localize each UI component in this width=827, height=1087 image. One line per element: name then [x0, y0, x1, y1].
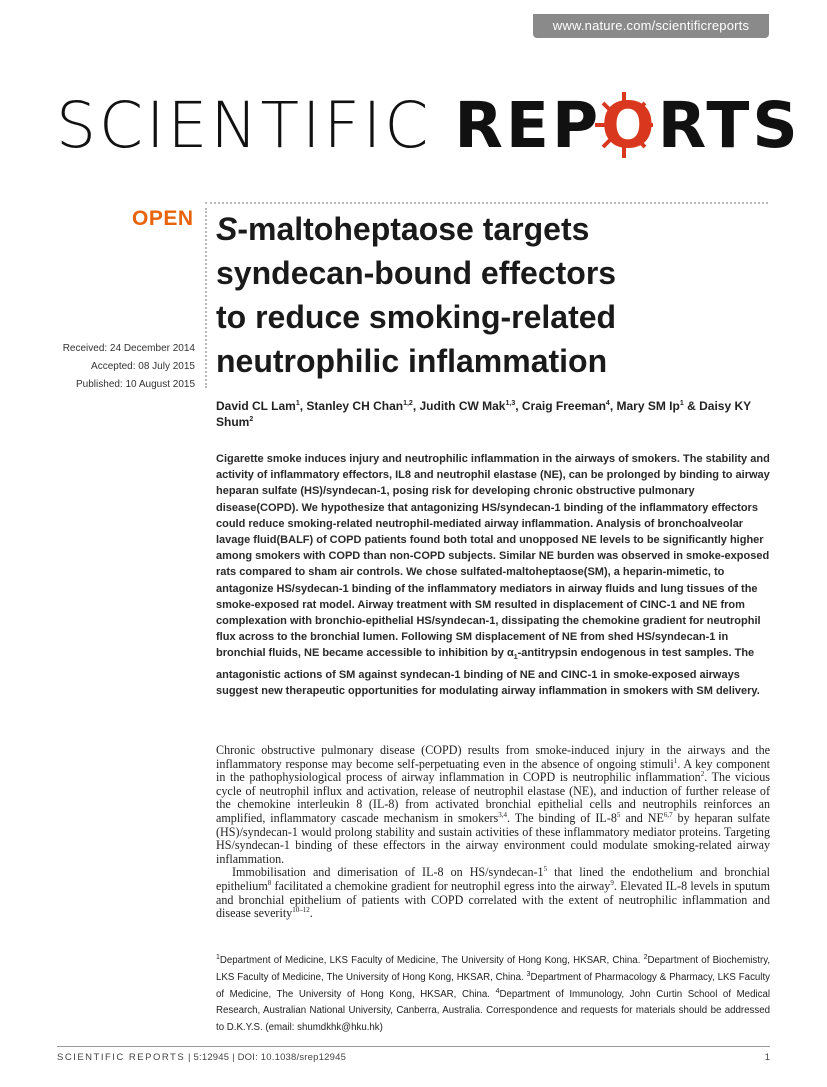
body-paragraph — [216, 866, 770, 920]
author-name[interactable]: Mary SM Ip — [616, 399, 680, 413]
citation-ref[interactable]: 8 — [267, 878, 272, 887]
footer-journal: SCIENTIFIC REPORTS — [57, 1052, 186, 1063]
body-text-run: by heparan sulfate (HS)/syndecan-1 would prolong stability and sustain activities of these inflammatory mediator proteins. Targeting HS/syndecan-1 binding of these effectors in the airway environment could modulate smoking-related airway inflammation. — [216, 810, 771, 866]
title-side-rule — [205, 208, 207, 388]
affiliation-number: 2 — [643, 953, 648, 961]
abstract-text-2: -antitrypsin endogenous in test samples. The antagonistic actions of SM against syndecan-1 binding of NE and CINC-1 in smoke-exposed airways suggest new therapeutic opportunities for modulating airway inflammation in smokers with SM delivery. — [216, 647, 760, 698]
citation-ref[interactable]: 3,4 — [498, 810, 508, 819]
logo-gear-o: O — [601, 89, 658, 162]
body-text-run: and NE — [620, 810, 664, 825]
citation-ref[interactable]: 5 — [543, 865, 548, 874]
article-title — [216, 207, 756, 383]
body-text-run: . A key component in the pathophysiological process of airway inflammation in COPD is neutrophilic inflammation — [216, 756, 770, 785]
title-line-3: to reduce smoking-related — [216, 299, 617, 335]
open-access-badge: OPEN — [132, 207, 194, 230]
author-name[interactable]: Craig Freeman — [521, 399, 606, 413]
title-line-2: syndecan-bound effectors — [216, 255, 617, 291]
body-text-run: that lined the endothelium and bronchial epithelium — [216, 865, 770, 893]
citation-ref[interactable]: 6,7 — [663, 810, 673, 819]
abstract-alpha: α — [506, 647, 514, 660]
author-affiliation-ref: 1,2 — [403, 400, 413, 407]
affiliation-number: 1 — [216, 953, 220, 961]
footer-citation — [57, 1052, 346, 1063]
author-name[interactable]: Judith CW Mak — [419, 399, 506, 413]
citation-ref[interactable]: 5 — [616, 810, 621, 819]
abstract — [216, 451, 770, 699]
title-italic-s: S — [216, 211, 238, 247]
affiliation-text: Department of Pharmacology & Pharmacy, LKS Faculty of Medicine, The University of Hong Kong, HKSAR, China. — [216, 971, 770, 1000]
title-line-1: -maltoheptaose targets — [237, 211, 590, 247]
logo-text-scientific: SCIENTIFIC — [56, 89, 455, 162]
journal-logo — [56, 86, 801, 166]
affiliation-text: Department of Immunology, John Curtin School of Medical Research, Australian National University, Canberra, Australia. Correspondence and requests for materials should be addressed to D.K.Y.S. (email: shumdkhk@hku.hk) — [216, 988, 770, 1034]
body-text-run: Immobilisation and dimerisation of IL-8 on HS/syndecan-1 — [232, 865, 544, 880]
affiliation-number: 4 — [495, 987, 500, 995]
author-list: David CL Lam$^1$, Stanley CH Chan$^{1,2}$, Judith CW Mak$^{1,3}$, Craig Freeman$^4$, Mary SM Ip$^1$ & Daisy KY Shum$^2$ — [216, 399, 751, 429]
body-text-run: . Elevated IL-8 levels in sputum and bronchial epithelium of patients with COPD correlated with the extent of neutrophilic inflammation and disease severity — [216, 878, 771, 921]
published-date: Published: 10 August 2015 — [76, 379, 195, 390]
header-divider — [205, 202, 768, 204]
footer-divider — [57, 1046, 770, 1047]
gear-icon — [593, 90, 655, 160]
author-affiliation-ref: 1 — [679, 400, 684, 407]
body-text-run: facilitated a chemokine gradient for neutrophil egress into the airway — [271, 878, 611, 893]
accepted-date: Accepted: 08 July 2015 — [91, 361, 195, 372]
author-affiliation-ref: 2 — [249, 416, 254, 423]
received-date: Received: 24 December 2014 — [62, 343, 195, 354]
author-name[interactable]: Daisy KY Shum — [216, 399, 751, 429]
citation-ref[interactable]: 10–12 — [292, 906, 310, 915]
author-affiliation-ref: 1 — [295, 400, 300, 407]
author-affiliation-ref: 1,3 — [505, 400, 516, 407]
body-text-run: Chronic obstructive pulmonary disease (COPD) results from smoke-induced injury in the airways and the inflammatory response may become self-perpetuating even in the absence of ongoing stimuli — [216, 743, 770, 771]
author-name[interactable]: Stanley CH Chan — [306, 399, 404, 413]
body-text-run: . — [309, 906, 313, 921]
body-paragraph — [216, 744, 770, 866]
body-text-run: . The binding of IL-8 — [507, 810, 617, 825]
abstract-text-1: Cigarette smoke induces injury and neutrophilic inflammation in the airways of smokers. The stability and activity of inflammatory effectors, IL8 and neutrophil elastase (NE), can be prolonged by binding to airway heparan sulfate (HS)/syndecan-1, posing risk for developing chronic obstructive pulmonary disease(COPD). We hypothesize that antagonizing HS/syndecan-1 binding of the inflammatory effectors could reduce smoking-related neutrophil-mediated airway inflammation. Analysis of bronchoalveolar lavage fluid(BALF) of COPD patients found both total and unopposed NE levels to be significantly higher among smokers with COPD than non-COPD subjects. Similar NE burden was observed in smoke-exposed rats compared to sham air controls. We chose sulfated-maltoheptaose(SM), a heparin-mimetic, to antagonize HS/sydecan-1 binding of the inflammatory mediators in airway fluids and lung tissues of the smoke-exposed rat model. Airway treatment with SM resulted in displacement of CINC-1 and NE from complexation with bronchio-epithelial HS/syndecan-1, dissipating the chemokine gradient for neutrophil flux across to the bronchial lumen. Following SM displacement of NE from shed HS/syndecan-1 in bronchial fluids, NE became accessible to inhibition by — [216, 453, 770, 660]
affiliation-number: 3 — [526, 970, 531, 978]
citation-ref[interactable]: 2 — [700, 770, 705, 779]
author-affiliation-ref: 4 — [605, 400, 610, 407]
author-ampersand: & — [687, 399, 696, 413]
abstract-alpha-sub: 1 — [513, 654, 518, 662]
page-number: 1 — [764, 1052, 770, 1063]
affiliation-text: Department of Biochemistry, LKS Faculty of Medicine, The University of Hong Kong, HKSAR, China. — [216, 955, 771, 983]
affiliations — [216, 953, 770, 1037]
title-line-4: neutrophilic inflammation — [216, 343, 608, 379]
author-name[interactable]: David CL Lam — [216, 399, 296, 413]
logo-text-rep: REP — [454, 89, 602, 162]
article-dates — [20, 340, 195, 394]
journal-url-link[interactable]: www.nature.com/scientificreports — [533, 14, 769, 38]
body-text — [216, 744, 770, 921]
logo-text-rts: RTS — [657, 89, 801, 162]
citation-ref[interactable]: 9 — [610, 878, 614, 887]
body-text-run: . The vicious cycle of neutrophil influx and activation, release of neutrophil elastase (NE), and induction of further release of the chemokine interleukin 8 (IL-8) from activated bronchial epithelial cells and neutrophils reinforces an amplified, inflammatory cascade mechanism in smokers — [216, 770, 770, 825]
citation-ref[interactable]: 1 — [673, 756, 678, 765]
footer-doi[interactable]: | 5:12945 | DOI: 10.1038/srep12945 — [185, 1052, 347, 1063]
affiliation-text: Department of Medicine, LKS Faculty of Medicine, The University of Hong Kong, HKSAR, China. — [219, 955, 644, 966]
logo-gear-letter — [601, 86, 658, 166]
